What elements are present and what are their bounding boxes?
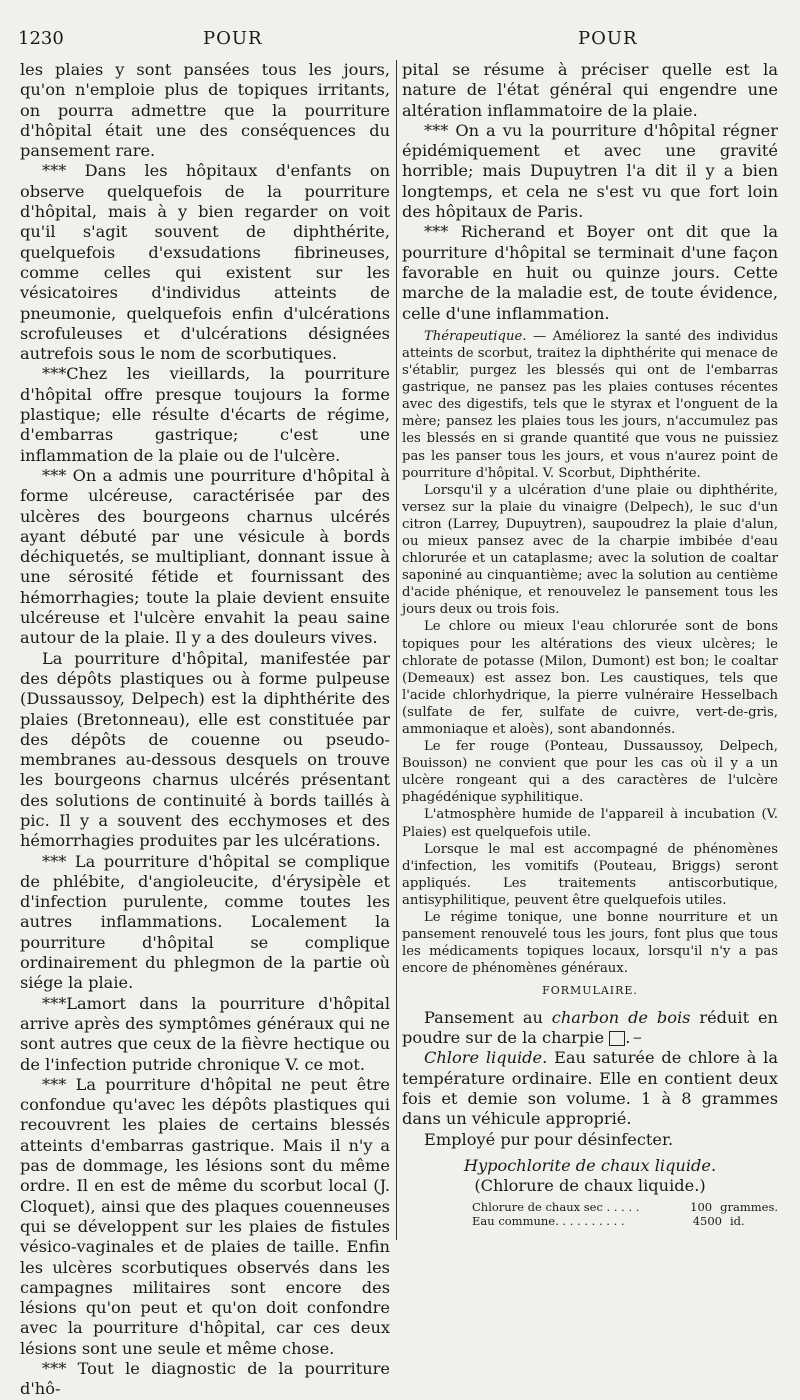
paragraph: Le chlore ou mieux l'eau chlorurée sont de bons topiques pour les altérations des vieux ulcères; le chlorate de potasse (Milon, Dumont) est bon; le coaltar (Demeaux) est assez bon. Les caustiques, tels que l'acide chlorhydrique, la pierre vulnéraire Hesselbach (sulfate de fer, sulfate de cuivre, vert-de-gris, ammoniaque et aloès), sont abandonnés.: [402, 619, 778, 738]
pharmacy-symbol-icon: −: [609, 1031, 625, 1046]
table-row: [402, 1200, 778, 1214]
ingredient-unit: id.: [730, 1214, 745, 1229]
running-header: [18, 28, 792, 58]
formula-paragraph: [402, 1048, 778, 1129]
paragraph: *** Richerand et Boyer ont dit que la pourriture d'hôpital se terminait d'une façon favorable en huit ou quinze jours. Cette marche de la maladie est, de toute évidence, celle d'une inflammation.: [402, 222, 778, 323]
paragraph: *** La pourriture d'hôpital ne peut être confondue qu'avec les dépôts plastiques qui recouvrent les plaies de certains blessés atteints d'embarras gastrique. Mais il n'y a pas de dommage, les lésions sont du même ordre. Il en est de même du scorbut local (J. Cloquet), ainsi que des plaques couenneuses qui se développent sur les plaies de fistules vésico-vaginales et de plaies de taille. Enfin les ulcères scorbutiques observés dans les campagnes militaires sont encore des lésions qu'on peut et qu'on doit confondre avec la pourriture d'hôpital, car ces deux lésions sont une seule et même chose.: [20, 1074, 390, 1358]
formula-emphasis: charbon de bois: [551, 1007, 691, 1027]
paragraph: La pourriture d'hôpital, manifestée par des dépôts plastiques ou à forme pulpeuse (Dussaussoy, Delpech) est la diphthérite des plaies (Bretonneau), elle est constituée par des dépôts de couenne ou pseudo-membranes au-dessous desquels on trouve les bourgeons charnus ulcérés présentant des solutions de continuité à bords taillés à pic. Il y a souvent des ecchymoses et des hémorrhagies produites par les ulcérations.: [20, 648, 390, 851]
formula-emphasis: Chlore liquide.: [424, 1048, 548, 1068]
recipe-title: [402, 1156, 778, 1176]
running-title-left: POUR: [203, 28, 263, 49]
ingredient-unit: grammes.: [720, 1200, 778, 1215]
paragraph: *** Tout le diagnostic de la pourriture d'hô-: [20, 1359, 390, 1399]
paragraph: Le fer rouge (Ponteau, Dussaussoy, Delpech, Bouisson) ne convient que pour les cas où il y a un ulcère rongeant qui a des caractères de l'ulcère phagédénique syphilitique.: [402, 739, 778, 806]
formula-paragraph: Employé pur pour désinfecter.: [424, 1129, 674, 1149]
therapeutique-paragraph: [402, 328, 778, 482]
ingredient-name: Eau commune. . . . . . . . . .: [472, 1214, 625, 1229]
paragraph: *** La pourriture d'hôpital se complique de phlébite, d'angioleucite, d'érysipèle et d'infection purulente, comme toutes les autres inflammations. Localement la pourriture d'hôpital se complique ordinairement du phlegmon de la partie où siége la plaie.: [20, 851, 390, 993]
left-column: [20, 60, 390, 1400]
paragraph: *** On a admis une pourriture d'hôpital à forme ulcéreuse, caractérisée par des ulcères des bourgeons charnus ulcérés ayant débuté par une vésicule à bords déchiquetés, se multipliant, donnant issue à une sérosité fétide et fournissant des hémorrhagies; toute la plaie devient ensuite ulcéreuse et l'ulcère envahit la peau saine autour de la plaie. Il y a des douleurs vives.: [20, 465, 390, 648]
formula-text: Pansement au: [424, 1007, 552, 1027]
recipe-table: [402, 1200, 778, 1228]
formulaire-heading: FORMULAIRE.: [542, 984, 638, 998]
paragraph: ***Chez les vieillards, la pourriture d'hôpital offre presque toujours la forme plastique; elle résulte d'écarts de régime, d'embarras gastrique; c'est une inflammation de la plaie ou de l'ulcère.: [20, 364, 390, 465]
paragraph: pital se résume à préciser quelle est la nature de l'état général qui engendre une altération inflammatoire de la plaie.: [402, 60, 778, 120]
page-number: 1230: [18, 28, 64, 49]
formula-text: Eau saturée de chlore à la température ordinaire. Elle en contient deux fois et demie son volume. 1 à 8 grammes dans un véhicule approprié.: [402, 1048, 778, 1129]
formula-paragraph: Pansement au charbon de bois réduit en poudre sur de la charpie −.: [402, 1007, 778, 1048]
ingredient-qty: 4500: [692, 1214, 722, 1229]
formula-text: réduit en poudre sur de la charpie: [402, 1007, 778, 1048]
paragraph: les plaies y sont pansées tous les jours, qu'on n'emploie plus de topiques irritants, on pourra admettre que la pourriture d'hôpital était une des conséquences du pansement rare.: [20, 60, 390, 161]
ingredient-qty: 100: [690, 1200, 713, 1215]
paragraph: Lorsque le mal est accompagné de phénomènes d'infection, les vomitifs (Pouteau, Briggs) seront appliqués. Les traitements antiscorbutique, antisyphilitique, peuvent être quelquefois utiles.: [402, 841, 778, 908]
right-column: [402, 60, 778, 1228]
recipe-subtitle: (Chlorure de chaux liquide.): [474, 1176, 706, 1196]
paragraph: *** Dans les hôpitaux d'enfants on observe quelquefois de la pourriture d'hôpital, mais à y bien regarder on voit qu'il s'agit souvent de diphthérite, quelquefois d'exsudations fibrineuses, comme celles qui existent sur les vésicatoires d'individus atteints de pneumonie, quelquefois enfin d'ulcérations scrofuleuses et d'ulcérations désignées autrefois sous le nom de scorbutiques.: [20, 161, 390, 364]
column-divider: [396, 60, 397, 1240]
running-title-right: POUR: [578, 28, 638, 49]
therapeutique-label: Thérapeutique.: [424, 328, 527, 344]
recipe-title-text: Hypochlorite de chaux liquide.: [463, 1155, 717, 1175]
ingredient-name: Chlorure de chaux sec . . . . .: [472, 1200, 640, 1215]
paragraph: Lorsqu'il y a ulcération d'une plaie ou diphthérite, versez sur la plaie du vinaigre (Delpech), le suc d'un citron (Larrey, Dupuytren), saupoudrez la plaie d'alun, ou mieux pansez avec de la charpie imbibée d'eau chlorurée et un cataplasme; avec la solution de coaltar saponiné au cinquantième; avec la solution au centième d'acide phénique, et renouvelez le pansement tous les jours deux ou trois fois.: [402, 482, 778, 618]
paragraph: Le régime tonique, une bonne nourriture et un pansement renouvelé tous les jours, font plus que tous les médicaments topiques locaux, lorsqu'il n'y a pas encore de phénomènes généraux.: [402, 910, 778, 977]
table-row: [402, 1214, 778, 1228]
paragraph: L'atmosphère humide de l'appareil à incubation (V. Plaies) est quelquefois utile.: [402, 807, 778, 840]
paragraph: *** On a vu la pourriture d'hôpital régner épidémiquement et avec une gravité horrible; mais Dupuytren l'a dit il y a bien longtemps, et cela ne s'est vu que fort loin des hôpitaux de Paris.: [402, 120, 778, 222]
paragraph: ***Lamort dans la pourriture d'hôpital arrive après des symptômes généraux qui ne sont autres que ceux de la fièvre hectique ou de l'infection putride chronique V. ce mot.: [20, 993, 390, 1074]
therapeutique-text: — Améliorez la santé des individus atteints de scorbut, traitez la diphthérite qui menace de s'établir, purgez les blessés qui ont de l'embarras gastrique, ne pansez pas les plaies contuses récentes avec des digestifs, tels que le styrax et l'onguent de la mère; pansez les plaies tous les jours, n'accumulez pas les blessés en si grande quantité que vous ne puissiez pas les panser tous les jours, et vous n'aurez point de pourriture d'hôpital. V. Scorbut, Diphthérite.: [402, 328, 778, 481]
